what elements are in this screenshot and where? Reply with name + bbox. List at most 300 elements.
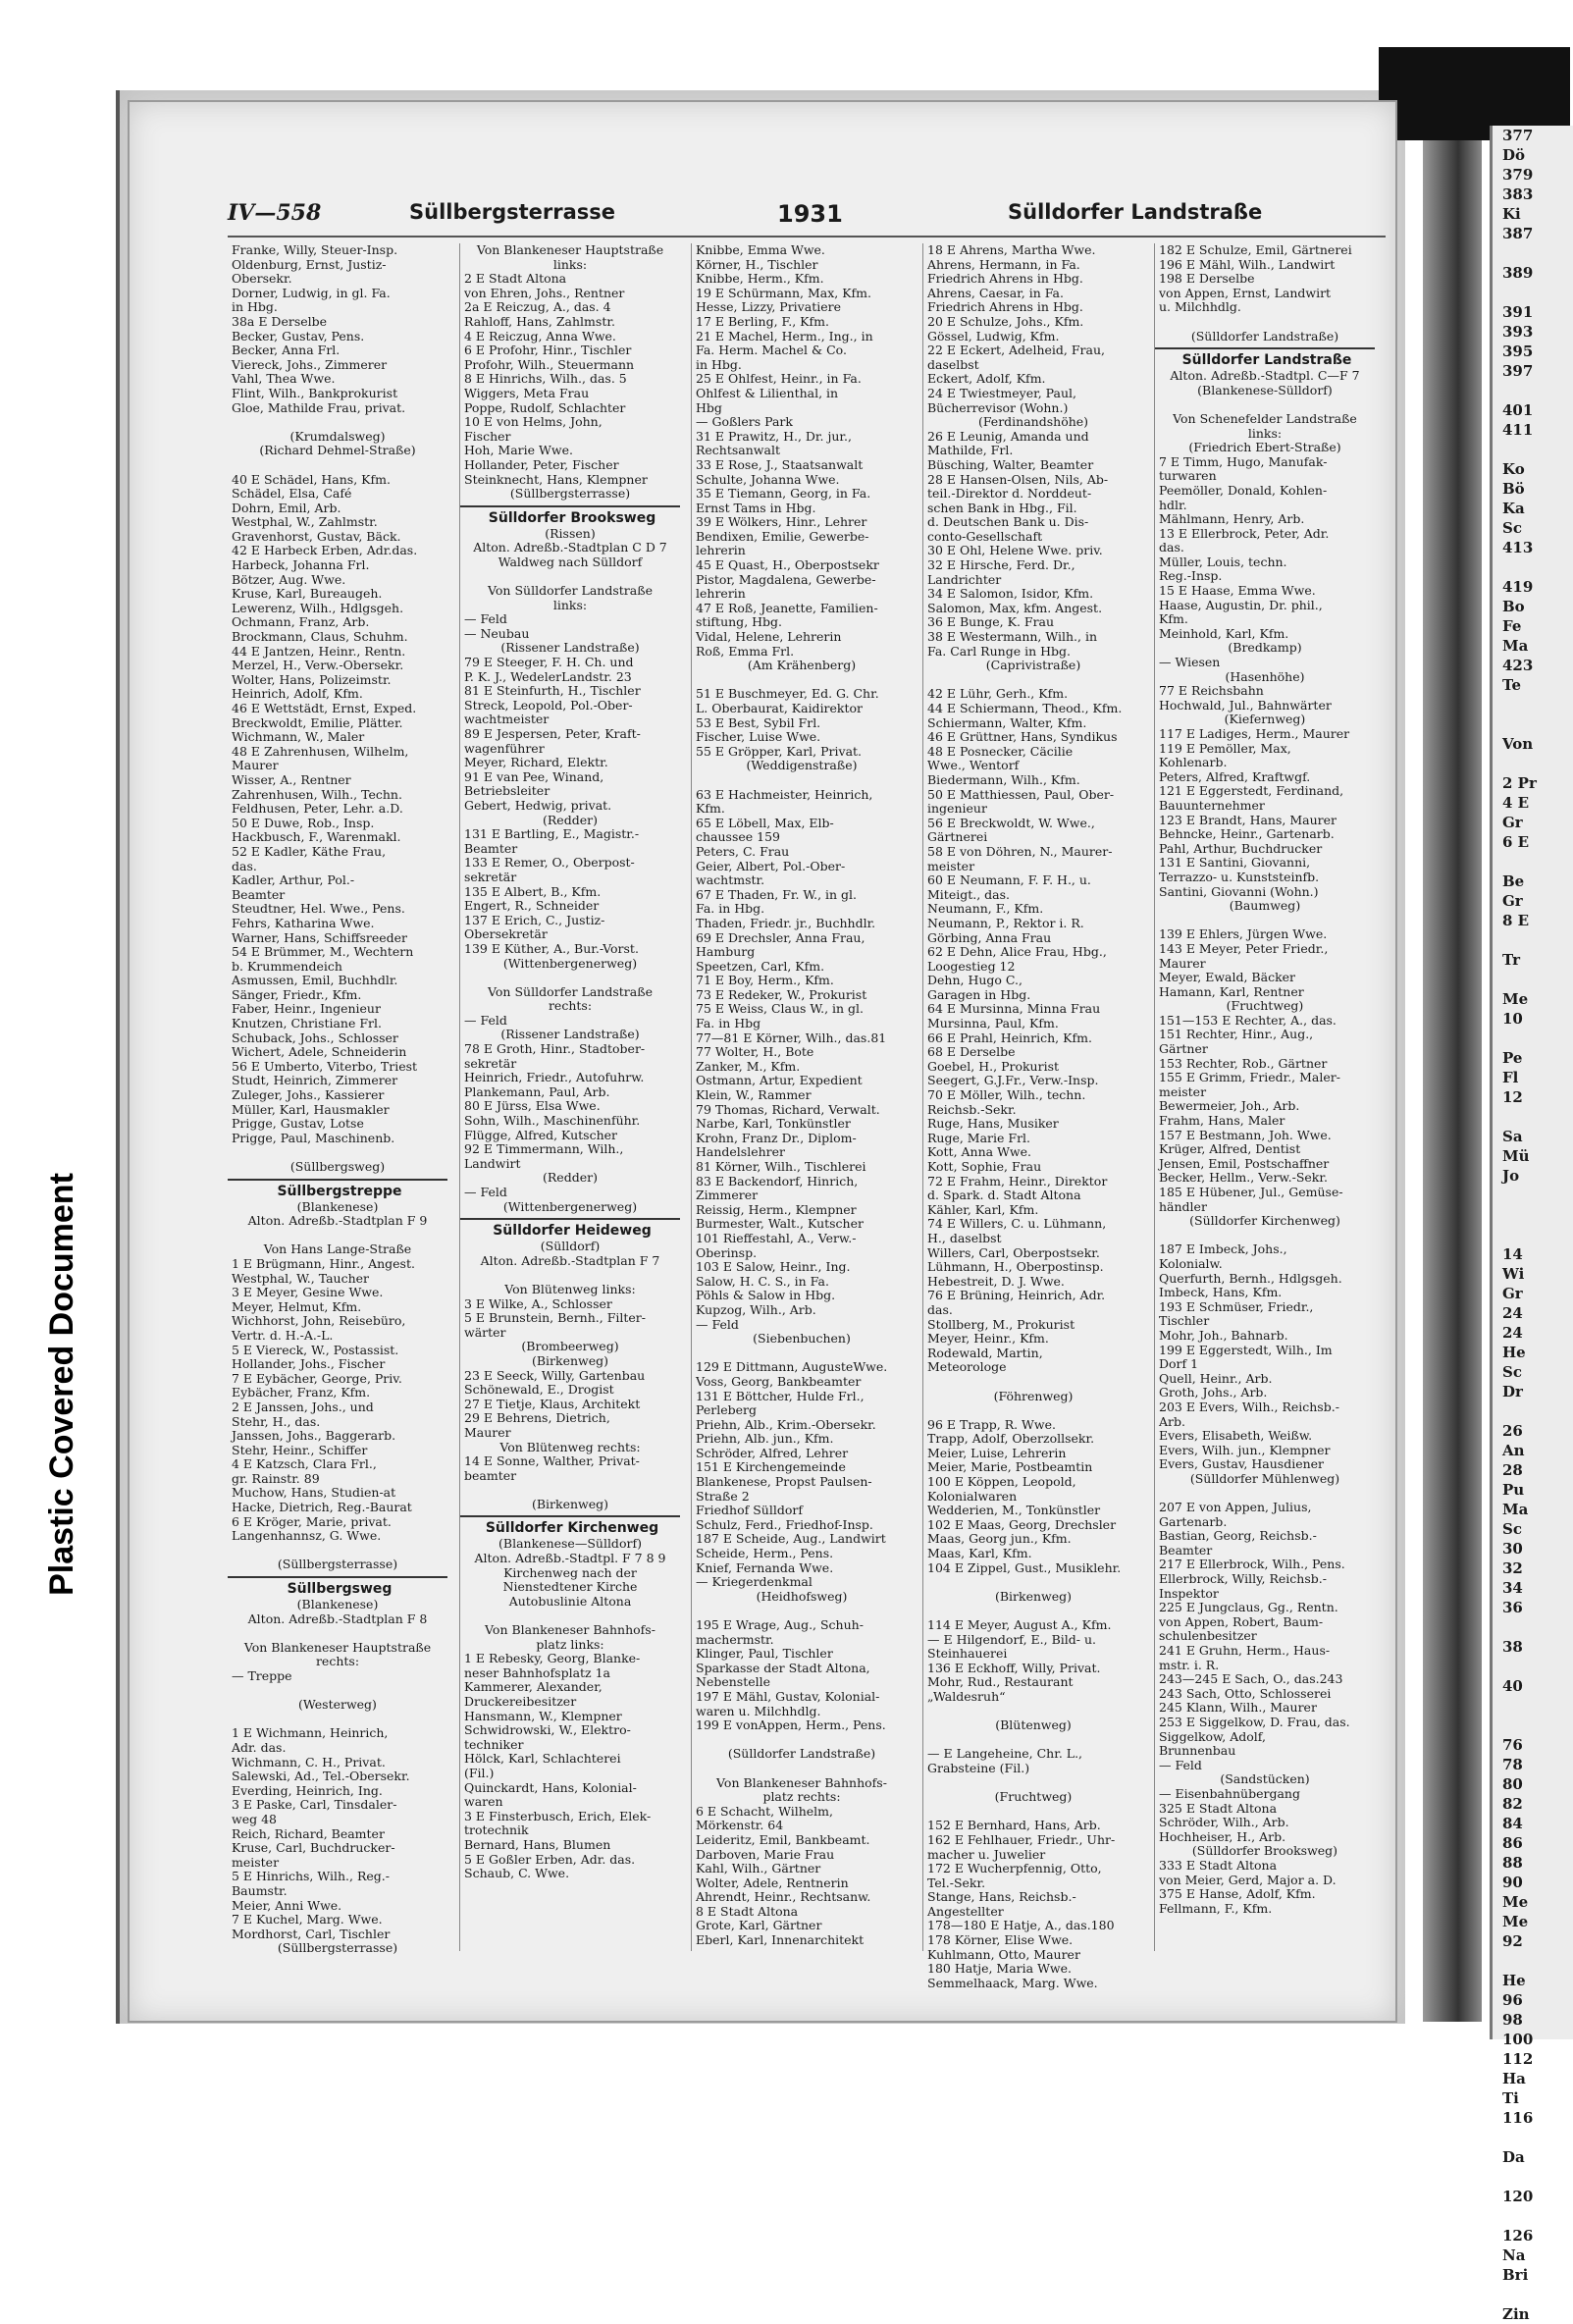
- directory-entry: [692, 673, 912, 688]
- directory-entry: Klinger, Paul, Tischler: [696, 1646, 833, 1662]
- margin-fragment: Me: [1502, 1913, 1529, 1930]
- margin-fragment: 397: [1502, 362, 1534, 380]
- directory-entry: Everding, Heinrich, Ing.: [232, 1782, 383, 1798]
- directory-entry: 91 E van Pee, Winand,: [464, 768, 604, 784]
- cross-street-note: (Sandstücken): [1220, 1771, 1310, 1787]
- margin-fragment: 100: [1502, 2031, 1534, 2048]
- directory-entry: 14 E Sonne, Walther, Privat-: [464, 1453, 640, 1469]
- directory-entry: 153 Rechter, Rob., Gärtner: [1159, 1055, 1328, 1071]
- cross-street-note: Von Blütenweg rechts:: [499, 1439, 641, 1454]
- directory-entry: Jensen, Emil, Postschaffner: [1159, 1155, 1330, 1171]
- directory-entry: Franke, Willy, Steuer-Insp.: [232, 242, 398, 257]
- margin-fragment: Bri: [1502, 2266, 1529, 2284]
- directory-entry: — Wiesen: [1159, 655, 1221, 670]
- directory-entry: — Feld: [464, 1185, 507, 1199]
- directory-entry: Streck, Leopold, Pol.-Ober-: [464, 697, 633, 713]
- directory-entry: 207 E von Appen, Julius,: [1159, 1500, 1312, 1515]
- cross-street-note: (Siebenbuchen): [753, 1331, 851, 1347]
- directory-entry: wärter: [464, 1324, 506, 1340]
- directory-entry: Steudtner, Hel. Wwe., Pens.: [232, 901, 405, 917]
- directory-entry: neser Bahnhofsplatz 1a: [464, 1664, 611, 1680]
- header-first-street: Süllbergsterrasse: [409, 200, 616, 224]
- directory-entry: Darboven, Marie Frau: [696, 1846, 835, 1862]
- margin-fragment: [1493, 754, 1573, 773]
- cross-street-note: (Blankenese): [296, 1198, 379, 1214]
- directory-entry: [923, 1776, 1143, 1791]
- directory-entry: Grabsteine (Fil.): [927, 1760, 1030, 1775]
- directory-entry: Hamann, Karl, Rentner: [1159, 983, 1304, 999]
- directory-entry: Bastian, Georg, Reichsb.-: [1159, 1528, 1317, 1544]
- directory-entry: Langenhannsz, G. Wwe.: [232, 1528, 382, 1544]
- cross-street-note: (Redder): [543, 812, 598, 827]
- cross-street-note: platz links:: [536, 1636, 604, 1652]
- cross-street-note: Kirchenweg nach der: [503, 1564, 637, 1580]
- directory-entry: händler: [1159, 1198, 1207, 1214]
- directory-entry: 5 E Brunstein, Bernh., Filter-: [464, 1310, 646, 1326]
- directory-entry: 50 E Matthiessen, Paul, Ober-: [927, 786, 1115, 802]
- directory-entry: 178—180 E Hatje, A., das.180: [927, 1918, 1115, 1933]
- directory-entry: 136 E Eckhoff, Willy, Privat.: [927, 1660, 1101, 1675]
- directory-entry: Seegert, G.J.Fr., Verw.-Insp.: [927, 1073, 1099, 1088]
- directory-entry: u. Milchhdlg.: [1159, 299, 1241, 315]
- directory-entry: 121 E Eggerstedt, Ferdinand,: [1159, 783, 1344, 799]
- directory-entry: von Meier, Gerd, Major a. D.: [1159, 1872, 1337, 1887]
- directory-entry: Flint, Wilh., Bankprokurist: [232, 385, 398, 400]
- page-number: IV—558: [228, 200, 322, 226]
- directory-entry: [923, 1733, 1143, 1748]
- cross-street-note: Nienstedtener Kirche: [502, 1579, 638, 1595]
- directory-entry: 196 E Mähl, Wilh., Landwirt: [1159, 256, 1336, 272]
- margin-fragment: Me: [1502, 1893, 1529, 1911]
- street-heading: Sülldorfer Landstraße: [1155, 347, 1375, 369]
- directory-entry: Meyer, Richard, Elektr.: [464, 755, 608, 770]
- directory-entry: Fischer, Luise Wwe.: [696, 729, 821, 745]
- directory-entry: Kruse, Karl, Bureaugeh.: [232, 586, 383, 602]
- directory-entry: 180 Hatje, Maria Wwe.: [927, 1961, 1072, 1977]
- directory-entry: Miteigt., das.: [927, 886, 1011, 902]
- directory-entry: 143 E Meyer, Peter Friedr.,: [1159, 940, 1329, 956]
- margin-fragment: Be: [1502, 872, 1525, 890]
- margin-fragment: Ki: [1502, 205, 1521, 223]
- directory-entry: 4 E Katzsch, Clara Frl.,: [232, 1456, 377, 1472]
- directory-entry: 48 E Zahrenhusen, Wilhelm,: [232, 743, 409, 759]
- directory-entry: 100 E Köppen, Leopold,: [927, 1474, 1076, 1490]
- directory-entry: Pahl, Arthur, Buchdrucker: [1159, 840, 1323, 856]
- directory-entry: 23 E Seeck, Willy, Gartenbau: [464, 1367, 646, 1383]
- directory-entry: 62 E Dehn, Alice Frau, Hbg.,: [927, 944, 1107, 960]
- directory-entry: Hackbusch, F., Warenmakl.: [232, 829, 401, 845]
- directory-entry: Westphal, W., Taucher: [232, 1270, 369, 1286]
- directory-entry: 133 E Remer, O., Oberpost-: [464, 855, 635, 871]
- directory-entry: [1155, 315, 1375, 330]
- directory-entry: Salow, H. C. S., in Fa.: [696, 1273, 829, 1289]
- margin-fragment: [1493, 1186, 1573, 1205]
- directory-entry: Fa. Carl Runge in Hbg.: [927, 643, 1071, 659]
- directory-entry: 10 E von Helms, John,: [464, 414, 603, 430]
- directory-column-2: [459, 243, 680, 1951]
- margin-fragment: 120: [1502, 2188, 1534, 2205]
- directory-entry: 70 E Möller, Wilh., techn.: [927, 1087, 1086, 1103]
- margin-fragment: [1493, 695, 1573, 714]
- margin-fragment: Fe: [1502, 617, 1522, 635]
- margin-fragment: He: [1502, 1344, 1526, 1361]
- directory-entry: Meier, Marie, Postbeamtin: [927, 1459, 1093, 1475]
- margin-fragment: [1493, 1107, 1573, 1127]
- directory-entry: Zanker, M., Kfm.: [696, 1058, 801, 1074]
- cross-street-note: (Rissener Landstraße): [500, 1027, 640, 1042]
- directory-entry: 15 E Haase, Emma Wwe.: [1159, 583, 1316, 599]
- directory-entry: Ellerbrock, Willy, Reichsb.-: [1159, 1571, 1327, 1587]
- directory-entry: Bauunternehmer: [1159, 797, 1265, 813]
- margin-fragment: 36: [1502, 1599, 1523, 1616]
- directory-entry: Stehr, H., das.: [232, 1413, 321, 1429]
- directory-entry: 3 E Paske, Carl, Tinsdaler-: [232, 1797, 397, 1813]
- directory-entry: 44 E Schiermann, Theod., Kfm.: [927, 701, 1123, 715]
- directory-entry: Priehn, Alb., Krim.-Obersekr.: [696, 1416, 876, 1432]
- directory-entry: 139 E Küther, A., Bur.-Vorst.: [464, 940, 639, 956]
- cross-street-note: links:: [552, 256, 588, 272]
- cross-street-note: (Heidhofsweg): [756, 1588, 848, 1604]
- directory-entry: Kähler, Karl, Kfm.: [927, 1201, 1039, 1217]
- directory-entry: daselbst: [927, 356, 979, 372]
- cross-street-note: (Sülldorfer Brooksweg): [1191, 1843, 1338, 1859]
- directory-entry: 151 E Kirchengemeinde: [696, 1459, 846, 1475]
- directory-entry: Landrichter: [927, 571, 1002, 587]
- directory-entry: meister: [1159, 1083, 1207, 1099]
- directory-entry: Schulz, Ferd., Friedhof-Insp.: [696, 1516, 873, 1532]
- directory-entry: 8 E Stadt Altona: [696, 1903, 799, 1919]
- directory-entry: Dorner, Ludwig, in gl. Fa.: [232, 285, 391, 300]
- cross-street-note: (Sülldorfer Landstraße): [1190, 328, 1339, 343]
- directory-entry: Friedrich Ahrens in Hbg.: [927, 299, 1083, 315]
- directory-entry: waren u. Milchhdlg.: [696, 1703, 821, 1718]
- directory-entry: Meteorologe: [927, 1359, 1007, 1375]
- cross-street-note: (Redder): [543, 1170, 598, 1186]
- margin-fragment: Zin: [1502, 2305, 1530, 2323]
- margin-fragment: 40: [1502, 1677, 1523, 1695]
- directory-entry: Lewerenz, Wilh., Hdlgsgeh.: [232, 600, 404, 615]
- directory-entry: ingenieur: [927, 801, 987, 817]
- directory-entry: Gloe, Mathilde Frau, privat.: [232, 399, 406, 415]
- directory-entry: Knibbe, Emma Wwe.: [696, 242, 825, 257]
- directory-entry: [228, 1544, 447, 1558]
- directory-entry: 103 E Salow, Heinr., Ing.: [696, 1259, 851, 1275]
- directory-entry: Evers, Gustav, Hausdiener: [1159, 1456, 1325, 1472]
- directory-entry: 178 Körner, Elise Wwe.: [927, 1932, 1074, 1948]
- directory-entry: Maas, Karl, Kfm.: [927, 1546, 1032, 1561]
- directory-entry: wagenführer: [464, 740, 545, 756]
- margin-fragment: Ti: [1502, 2089, 1519, 2107]
- directory-entry: Vidal, Helene, Lehrerin: [696, 629, 842, 645]
- directory-entry: 65 E Löbell, Max, Elb-: [696, 815, 834, 830]
- directory-entry: 117 E Ladiges, Herm., Maurer: [1159, 726, 1350, 741]
- directory-entry: Roß, Emma Frl.: [696, 643, 795, 659]
- directory-entry: 155 E Grimm, Friedr., Maler-: [1159, 1070, 1340, 1085]
- directory-entry: Schaub, C. Wwe.: [464, 1866, 570, 1881]
- cross-street-note: (Birkenweg): [531, 1496, 609, 1511]
- directory-entry: Steinhauerei: [927, 1646, 1008, 1662]
- directory-entry: Hebestreit, D. J. Wwe.: [927, 1273, 1065, 1289]
- directory-entry: Büsching, Walter, Beamter: [927, 456, 1094, 472]
- directory-entry: Eberl, Karl, Innenarchitekt: [696, 1932, 865, 1948]
- cross-street-note: Alton. Adreßb.-Stadtpl. F 7 8 9: [474, 1551, 666, 1566]
- cross-street-note: Von Blankeneser Hauptstraße: [476, 242, 664, 257]
- directory-entry: Imbeck, Hans, Kfm.: [1159, 1285, 1283, 1300]
- cross-street-note: rechts:: [548, 998, 593, 1014]
- cross-street-note: (Weddigenstraße): [746, 758, 858, 773]
- directory-entry: Hochwald, Jul., Bahnwärter: [1159, 697, 1332, 713]
- directory-entry: Perleberg: [696, 1402, 757, 1418]
- directory-entry: 96 E Trapp, R. Wwe.: [927, 1416, 1056, 1432]
- directory-entry: 1 E Rebesky, Georg, Blanke-: [464, 1651, 641, 1666]
- directory-entry: Baumstr.: [232, 1882, 288, 1898]
- directory-entry: 137 E Erich, C., Justiz-: [464, 912, 605, 927]
- directory-entry: 13 E Ellerbrock, Peter, Adr.: [1159, 525, 1330, 541]
- cross-street-note: Von Schenefelder Landstraße: [1173, 410, 1357, 426]
- directory-entry: Handelslehrer: [696, 1144, 786, 1160]
- directory-entry: Ohlfest & Lilienthal, in: [696, 385, 839, 400]
- directory-entry: techniker: [464, 1736, 524, 1752]
- directory-entry: 38 E Westermann, Wilh., in: [927, 629, 1098, 645]
- directory-entry: b. Krummendeich: [232, 958, 342, 974]
- directory-entry: 30 E Ohl, Helene Wwe. priv.: [927, 543, 1103, 558]
- cross-street-note: (Am Krähenberg): [747, 658, 857, 673]
- directory-entry: 28 E Hansen-Olsen, Nils, Ab-: [927, 471, 1109, 487]
- directory-entry: Peters, C. Frau: [696, 843, 790, 859]
- directory-entry: d. Deutschen Bank u. Dis-: [927, 514, 1089, 530]
- directory-entry: Peemöller, Donald, Kohlen-: [1159, 482, 1328, 498]
- directory-entry: Reich, Richard, Beamter: [232, 1825, 385, 1841]
- directory-entry: Krüger, Alfred, Dentist: [1159, 1141, 1301, 1157]
- directory-entry: [460, 569, 680, 584]
- directory-entry: Oberinsp.: [696, 1244, 758, 1260]
- directory-entry: Reg.-Insp.: [1159, 568, 1223, 584]
- directory-entry: Eckert, Adolf, Kfm.: [927, 371, 1046, 387]
- directory-column-1: [228, 242, 447, 1956]
- directory-entry: Janssen, Johs., Baggerarb.: [232, 1428, 396, 1444]
- margin-fragment: [1493, 2206, 1573, 2226]
- directory-entry: 185 E Hübener, Jul., Gemüse-: [1159, 1185, 1343, 1199]
- directory-entry: Wichmann, C. H., Privat.: [232, 1754, 386, 1769]
- margin-fragment: 98: [1502, 2011, 1523, 2029]
- margin-fragment: 112: [1502, 2050, 1534, 2068]
- directory-entry: [460, 1609, 680, 1623]
- directory-entry: 325 E Stadt Altona: [1159, 1800, 1278, 1816]
- directory-entry: 151 Rechter, Hinr., Aug.,: [1159, 1027, 1314, 1042]
- directory-entry: Wedderien, M., Tonkünstler: [927, 1503, 1101, 1518]
- directory-entry: 79 Thomas, Richard, Verwalt.: [696, 1101, 880, 1117]
- margin-fragment: 411: [1502, 421, 1534, 439]
- cross-street-note: (Hasenhöhe): [1225, 668, 1305, 684]
- margin-fragment: [1493, 381, 1573, 400]
- directory-entry: 48 E Posnecker, Cäcilie: [927, 743, 1074, 759]
- directory-entry: Brunnenbau: [1159, 1743, 1236, 1759]
- cross-street-note: Waldweg nach Sülldorf: [498, 554, 643, 569]
- margin-fragment: Da: [1502, 2148, 1525, 2166]
- directory-entry: Willers, Carl, Oberpostsekr.: [927, 1244, 1100, 1260]
- margin-fragment: [1493, 1205, 1573, 1225]
- directory-entry: Hansmann, W., Klempner: [464, 1708, 622, 1723]
- directory-entry: 22 E Eckert, Adelheid, Frau,: [927, 343, 1105, 358]
- directory-entry: Friedrich Ahrens in Hbg.: [927, 271, 1083, 287]
- margin-fragment: [1493, 1657, 1573, 1676]
- directory-entry: 40 E Schädel, Hans, Kfm.: [232, 471, 391, 487]
- margin-fragment: [1493, 283, 1573, 302]
- directory-entry: 25 E Ohlfest, Heinr., in Fa.: [696, 371, 862, 387]
- directory-entry: 199 E Eggerstedt, Wilh., Im: [1159, 1342, 1333, 1357]
- directory-entry: Blankenese, Propst Paulsen-: [696, 1474, 872, 1490]
- margin-fragment: 6 E: [1502, 833, 1530, 851]
- directory-entry: Pöhls & Salow in Hbg.: [696, 1288, 836, 1303]
- cross-street-note: (Blütenweg): [995, 1717, 1072, 1733]
- margin-fragment: 389: [1502, 264, 1534, 282]
- directory-entry: [228, 415, 447, 430]
- directory-entry: Vertr. d. H.-A.-L.: [232, 1327, 334, 1343]
- directory-entry: — Feld: [464, 611, 507, 627]
- directory-entry: 27 E Tietje, Klaus, Architekt: [464, 1396, 641, 1411]
- cross-street-note: (Fruchtweg): [994, 1789, 1073, 1805]
- directory-entry: 81 E Steinfurth, H., Tischler: [464, 683, 641, 699]
- directory-entry: Zahrenhusen, Wilh., Techn.: [232, 786, 402, 802]
- directory-entry: Maas, Georg jun., Kfm.: [927, 1531, 1072, 1547]
- cross-street-note: Alton. Adreßb.-Stadtpl. C—F 7: [1170, 368, 1360, 384]
- directory-entry: Reichsb.-Sekr.: [927, 1101, 1017, 1117]
- directory-entry: Fa. Herm. Machel & Co.: [696, 343, 847, 358]
- margin-fragment: Fl: [1502, 1069, 1519, 1086]
- directory-entry: macher u. Juwelier: [927, 1846, 1046, 1862]
- directory-entry: 58 E von Döhren, N., Maurer-: [927, 843, 1113, 859]
- directory-entry: Wichmann, W., Maler: [232, 729, 365, 745]
- margin-fragment: [1493, 1225, 1573, 1244]
- directory-entry: [692, 1347, 912, 1361]
- cross-street-note: (Sülldorfer Landstraße): [727, 1746, 876, 1762]
- directory-entry: Schröder, Alfred, Lehrer: [696, 1445, 849, 1460]
- directory-entry: Heinrich, Friedr., Autofuhrw.: [464, 1070, 645, 1085]
- directory-entry: Knief, Fernanda Wwe.: [696, 1559, 834, 1575]
- directory-entry: sekretär: [464, 869, 517, 884]
- directory-entry: gr. Rainstr. 89: [232, 1470, 320, 1486]
- directory-entry: Meyer, Helmut, Kfm.: [232, 1298, 362, 1314]
- directory-entry: Dorf 1: [1159, 1356, 1199, 1372]
- directory-entry: 17 E Berling, F., Kfm.: [696, 313, 829, 329]
- margin-fragment: 24: [1502, 1304, 1523, 1322]
- directory-entry: Nebenstelle: [696, 1674, 771, 1690]
- directory-entry: Müller, Karl, Hausmakler: [232, 1101, 390, 1117]
- cross-street-note: Autobuslinie Altona: [508, 1593, 632, 1609]
- cross-street-note: Von Hans Lange-Straße: [263, 1241, 412, 1257]
- directory-entry: Scheide, Herm., Pens.: [696, 1546, 834, 1561]
- directory-entry: Muchow, Hans, Studien-at: [232, 1485, 396, 1501]
- directory-entry: Ahrens, Caesar, in Fa.: [927, 285, 1064, 300]
- directory-entry: 129 E Dittmann, AugusteWwe.: [696, 1359, 888, 1375]
- directory-entry: 69 E Drechsler, Anna Frau,: [696, 929, 865, 945]
- directory-entry: Becker, Hellm., Verw.-Sekr.: [1159, 1170, 1328, 1186]
- margin-fragment: 2 Pr: [1502, 774, 1537, 792]
- header-year: 1931: [777, 200, 843, 228]
- cross-street-note: (Friedrich Ebert-Straße): [1188, 440, 1341, 455]
- margin-fragment: Dö: [1502, 146, 1526, 164]
- directory-entry: Maurer: [1159, 955, 1206, 971]
- directory-entry: 375 E Hanse, Adolf, Kfm.: [1159, 1886, 1316, 1902]
- directory-entry: Gebert, Hedwig, privat.: [464, 797, 612, 813]
- directory-entry: 92 E Timmermann, Wilh.,: [464, 1141, 624, 1157]
- directory-columns: [228, 242, 1386, 1990]
- margin-fragment: [1493, 1401, 1573, 1421]
- directory-entry: 46 E Grüttner, Hans, Syndikus: [927, 729, 1118, 745]
- margin-fragment: 4 E: [1502, 794, 1530, 812]
- directory-entry: Meyer, Ewald, Bäcker: [1159, 970, 1296, 985]
- margin-fragment: [1493, 2128, 1573, 2147]
- directory-entry: Knutzen, Christiane Frl.: [232, 1016, 382, 1031]
- margin-fragment: [1493, 557, 1573, 577]
- directory-entry: Kruse, Carl, Buchdrucker-: [232, 1840, 395, 1856]
- margin-fragment: 86: [1502, 1834, 1523, 1852]
- directory-entry: Kadler, Arthur, Pol.-: [232, 872, 355, 888]
- directory-entry: Voss, Georg, Bankbeamter: [696, 1373, 862, 1389]
- directory-entry: Rahloff, Hans, Zahlmstr.: [464, 313, 615, 329]
- directory-entry: Terrazzo- u. Kunststeinfb.: [1159, 869, 1320, 884]
- directory-entry: waren: [464, 1794, 503, 1810]
- directory-entry: Hochheiser, H., Arb.: [1159, 1828, 1286, 1844]
- directory-entry: Dehn, Hugo C.,: [927, 973, 1022, 988]
- directory-entry: 187 E Imbeck, Johs.,: [1159, 1241, 1287, 1257]
- directory-entry: 51 E Buschmeyer, Ed. G. Chr.: [696, 686, 879, 702]
- margin-fragment: Na: [1502, 2246, 1526, 2264]
- margin-fragment: [1493, 440, 1573, 459]
- directory-entry: conto-Gesellschaft: [927, 528, 1043, 544]
- directory-entry: 42 E Harbeck Erben, Adr.das.: [232, 543, 418, 558]
- directory-entry: 19 E Schürmann, Max, Kfm.: [696, 285, 872, 300]
- margin-fragment: 387: [1502, 225, 1534, 242]
- margin-fragment: [1493, 1029, 1573, 1048]
- cross-street-note: links:: [552, 597, 588, 612]
- directory-entry: Bendixen, Emilie, Gewerbe-: [696, 528, 869, 544]
- directory-entry: meister: [927, 858, 975, 873]
- directory-entry: Groth, Johs., Arb.: [1159, 1385, 1268, 1400]
- directory-entry: 139 E Ehlers, Jürgen Wwe.: [1159, 926, 1328, 942]
- directory-entry: Schönewald, E., Drogist: [464, 1382, 614, 1398]
- directory-entry: 7 E Timm, Hugo, Manufak-: [1159, 453, 1328, 469]
- cross-street-note: (Baumweg): [1229, 898, 1301, 914]
- directory-entry: Salomon, Max, kfm. Angest.: [927, 600, 1103, 615]
- cross-street-note: links:: [1247, 425, 1283, 441]
- directory-entry: von Appen, Robert, Baum-: [1159, 1613, 1324, 1629]
- margin-fragment: Te: [1502, 676, 1521, 694]
- margin-fragment: 82: [1502, 1795, 1523, 1813]
- directory-entry: 245 Klann, Wilh., Maurer: [1159, 1700, 1317, 1716]
- margin-fragment: 92: [1502, 1932, 1523, 1950]
- directory-entry: 20 E Schulze, Johs., Kfm.: [927, 313, 1084, 329]
- street-heading: Sülldorfer Kirchenweg: [460, 1515, 680, 1537]
- directory-entry: — Feld: [1159, 1757, 1202, 1772]
- margin-fragment: 393: [1502, 323, 1534, 341]
- directory-entry: Studt, Heinrich, Zimmerer: [232, 1073, 398, 1088]
- directory-entry: (Fil.): [464, 1765, 495, 1780]
- directory-entry: Tel.-Sekr.: [927, 1875, 986, 1890]
- directory-entry: 172 E Wucherpfennig, Otto,: [927, 1861, 1102, 1876]
- directory-entry: 34 E Salomon, Isidor, Kfm.: [927, 586, 1094, 602]
- directory-entry: Wolter, Hans, Polizeimstr.: [232, 671, 392, 687]
- directory-entry: 79 E Steeger, F. H. Ch. und: [464, 655, 634, 670]
- directory-entry: von Ehren, Johs., Rentner: [464, 285, 625, 300]
- margin-fragment: Mü: [1502, 1147, 1530, 1165]
- directory-entry: Frahm, Hans, Maler: [1159, 1113, 1285, 1129]
- directory-entry: Biedermann, Wilh., Kfm.: [927, 771, 1080, 787]
- directory-entry: Rodewald, Martin,: [927, 1345, 1043, 1360]
- margin-fragment: Dr: [1502, 1383, 1523, 1400]
- directory-entry: Wiggers, Meta Frau: [464, 385, 590, 400]
- directory-entry: 151—153 E Rechter, A., das.: [1159, 1012, 1337, 1028]
